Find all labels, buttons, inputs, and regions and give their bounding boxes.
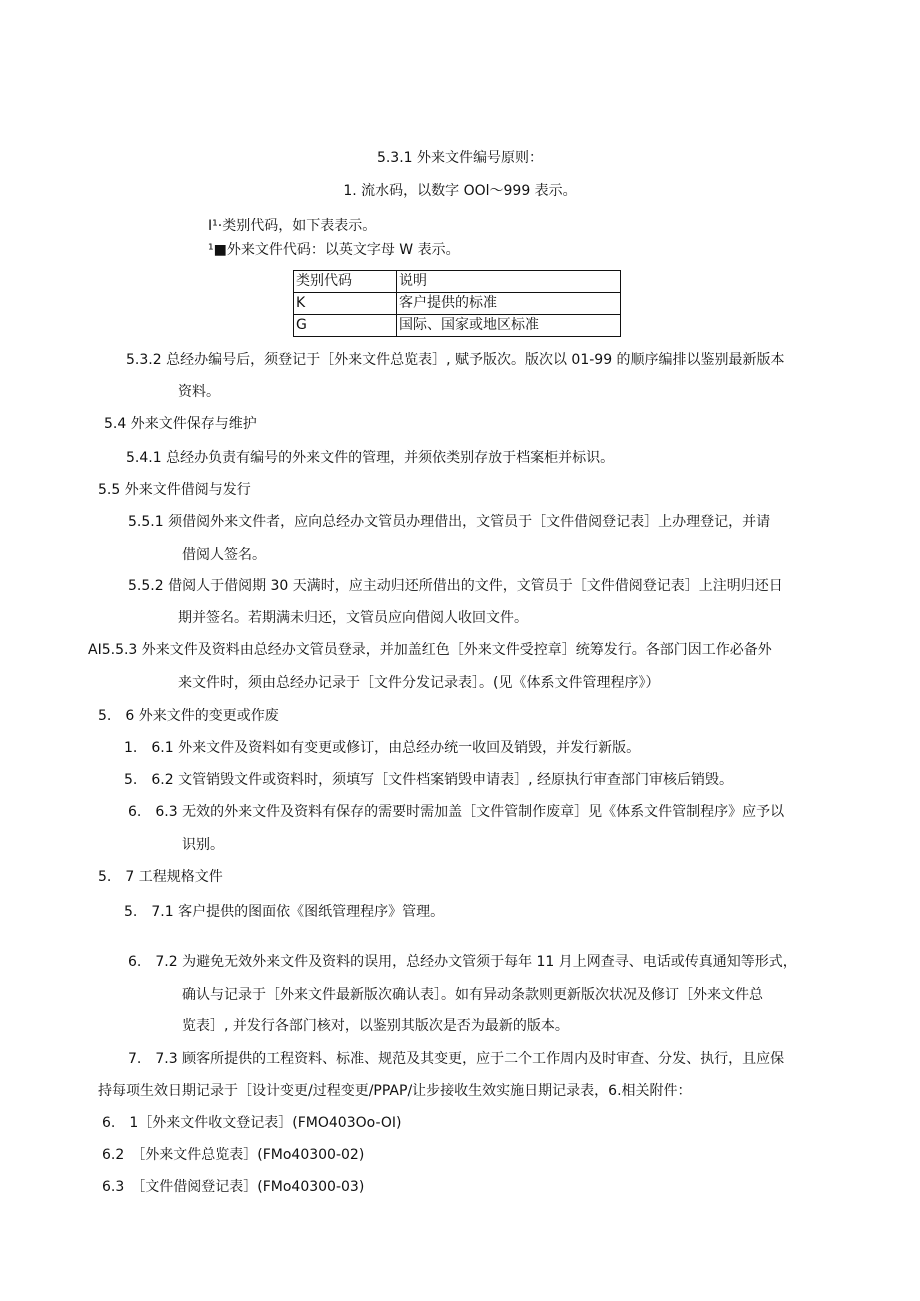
para-5-4-1: 5.4.1 总经办负责有编号的外来文件的管理，并须依类别存放于档案柜并标识。	[126, 450, 615, 466]
para-7-3-line2: 持每项生效日期记录于［设计变更/过程变更/PPAP/让步接收生效实施日期记录表，6.相关附件：	[98, 1083, 692, 1099]
para-5-5-3-line1: AI5.5.3 外来文件及资料由总经办文管员登录，并加盖红色［外来文件受控章］统筹发行。各部门因工作必备外	[88, 642, 772, 658]
para-5-3-2-line1: 5.3.2 总经办编号后，须登记于［外来文件总览表］, 赋予版次。版次以 01-99 的顺序编排以鉴别最新版本	[126, 352, 785, 368]
para-7-2-line1: 6. 7.2 为避免无效外来文件及资料的误用，总经办文管须于每年 11 月上网查寻、电话或传真通知等形式，	[128, 954, 797, 970]
heading-5-5: 5.5 外来文件借阅与发行	[98, 482, 251, 498]
para-7-2-line2: 确认与记录于［外来文件最新版次确认表］。如有异动条款则更新版次状况及修订［外来文件总	[182, 987, 763, 1003]
heading-5-7: 5. 7 工程规格文件	[98, 869, 223, 885]
para-7-1: 5. 7.1 客户提供的图面依《图纸管理程序》管理。	[124, 904, 445, 920]
heading-5-6: 5. 6 外来文件的变更或作废	[98, 708, 279, 724]
para-5-5-3-line2: 来文件时，须由总经办记录于［文件分发记录表］。(见《体系文件管理程序》）	[178, 675, 660, 691]
para-5-3-2-line2: 资料。	[178, 384, 220, 400]
para-7-2-line3: 览表］, 并发行各部门核对，以鉴别其版次是否为最新的版本。	[182, 1018, 569, 1034]
table-cell-desc: 国际、国家或地区标准	[397, 315, 621, 337]
table-cell-code: K	[294, 293, 397, 315]
table-header-desc: 说明	[397, 271, 621, 293]
heading-5-3-1: 5.3.1 外来文件编号原则：	[376, 150, 544, 166]
attachment-2: 6.2 ［外来文件总览表］(FMo40300-02)	[102, 1147, 365, 1163]
attachment-3: 6.3 ［文件借阅登记表］(FMo40300-03)	[102, 1179, 365, 1195]
para-5-5-1-line1: 5.5.1 须借阅外来文件者，应向总经办文管员办理借出，文管员于［文件借阅登记表］上办理登记，并请	[128, 514, 771, 530]
item-category-code: I¹·类别代码，如下表表示。	[208, 218, 377, 234]
table-cell-code: G	[294, 315, 397, 337]
table-row	[294, 315, 621, 337]
table-row	[294, 293, 621, 315]
table-cell-desc: 客户提供的标准	[397, 293, 621, 315]
para-5-5-2-line1: 5.5.2 借阅人于借阅期 30 天满时，应主动归还所借出的文件，文管员于［文件借阅登记表］上注明归还日	[128, 578, 783, 594]
attachment-1: 6. 1［外来文件收文登记表］(FMO403Oo-OI)	[102, 1115, 402, 1131]
para-5-5-2-line2: 期并签名。若期满未归还，文管员应向借阅人收回文件。	[178, 610, 528, 626]
item-external-code: ¹■外来文件代码：以英文字母 W 表示。	[208, 242, 460, 258]
para-6-1: 1. 6.1 外来文件及资料如有变更或修订，由总经办统一收回及销毁，并发行新版。	[124, 740, 641, 756]
para-6-2: 5. 6.2 文管销毁文件或资料时，须填写［文件档案销毁申请表］, 经原执行审查部门审核后销毁。	[124, 772, 733, 788]
para-6-3-line2: 识别。	[182, 837, 224, 853]
item-serial-code: 1. 流水码，以数字 OOl～999 表示。	[343, 183, 577, 199]
para-6-3-line1: 6. 6.3 无效的外来文件及资料有保存的需要时需加盖［文件管制作废章］见《体系文件管制程序》应予以	[128, 804, 785, 820]
table-header-code: 类别代码	[294, 271, 397, 293]
category-code-table	[293, 270, 621, 337]
para-5-5-1-line2: 借阅人签名。	[182, 547, 266, 563]
table-header-row	[294, 271, 621, 293]
heading-5-4: 5.4 外来文件保存与维护	[104, 416, 257, 432]
para-7-3-line1: 7. 7.3 顾客所提供的工程资料、标准、规范及其变更，应于二个工作周内及时审查、分发、执行，且应保	[128, 1051, 785, 1067]
